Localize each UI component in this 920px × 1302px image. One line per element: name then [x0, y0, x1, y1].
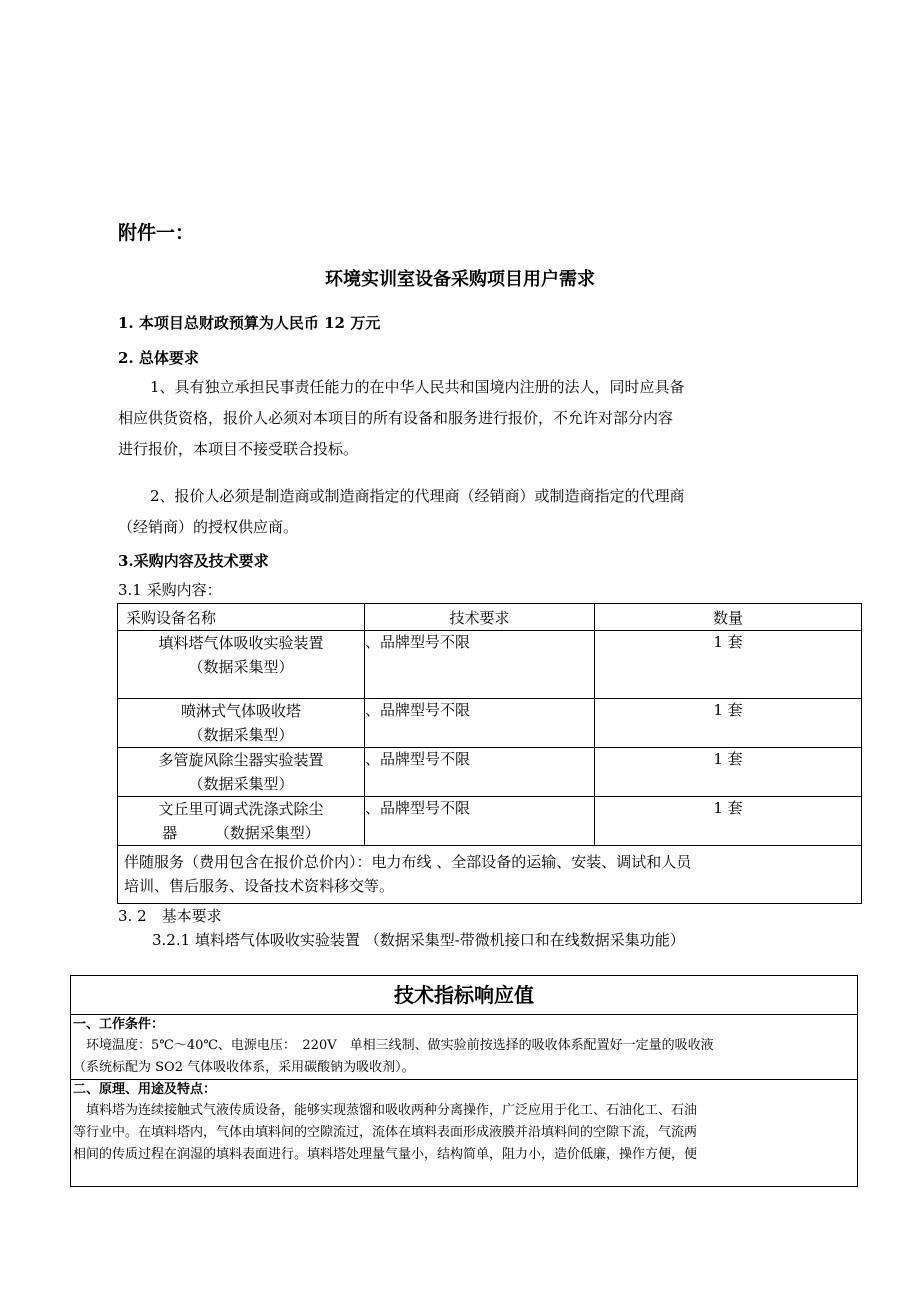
principle-line: 填料塔为连续接触式气液传质设备，能够实现蒸馏和吸收两种分离操作，广泛应用于化工、石油化工、石油 [73, 1103, 698, 1118]
equipment-name [118, 797, 365, 846]
equipment-name-line: （数据采集型） [188, 658, 294, 676]
principle-line: 等行业中。在填料塔内，气体由填料间的空隙流过，流体在填料表面形成液膜并沿填料间的空隙下流，气流两 [73, 1125, 698, 1140]
requirement-1-line: 相应供货资格，报价人必须对本项目的所有设备和服务进行报价，不允许对部分内容 [118, 409, 674, 427]
requirement-1-line: 进行报价，本项目不接受联合投标。 [118, 440, 359, 458]
spec-box [70, 975, 858, 1187]
service-row [118, 846, 862, 904]
table-row [118, 797, 862, 846]
table-row [118, 699, 862, 748]
attachment-label: 附件一： [118, 222, 195, 244]
principle-title: 二、原理、用途及特点： [73, 1082, 217, 1097]
working-conditions-line: （系统标配为 SO2 气体吸收体系，采用碳酸钠为吸收剂）。 [73, 1060, 415, 1075]
quantity: 1 套 [595, 699, 862, 748]
equipment-name [118, 748, 365, 797]
header-quantity: 数量 [595, 604, 862, 631]
equipment-name-line: 喷淋式气体吸收塔 [180, 702, 301, 720]
procurement-table [117, 603, 862, 904]
equipment-name-line: （数据采集型） [188, 726, 294, 744]
requirement-1 [118, 372, 818, 465]
budget-heading: 1. 本项目总财政预算为人民币 12 万元 [118, 314, 381, 332]
equipment-name-line: 文丘里可调式洗涤式除尘 [158, 800, 324, 818]
header-technical: 技术要求 [365, 604, 595, 631]
requirement-2-line: （经销商）的授权供应商。 [118, 518, 299, 536]
technical-requirement: 、品牌型号不限 [365, 797, 595, 846]
requirement-2-line: 2、报价人必须是制造商或制造商指定的代理商（经销商）或制造商指定的代理商 [150, 487, 685, 505]
header-equipment: 采购设备名称 [118, 604, 365, 631]
quantity: 1 套 [595, 797, 862, 846]
basic-requirements-label: 3. 2 基本要求 [118, 907, 222, 925]
quantity: 1 套 [595, 748, 862, 797]
technical-requirement: 、品牌型号不限 [365, 699, 595, 748]
equipment-name-line: 器 （数据采集型） [162, 824, 320, 842]
spec-heading: 技术指标响应值 [71, 976, 857, 1015]
table-row [118, 631, 862, 699]
service-line: 伴随服务（费用包含在报价总价内）：电力布线 、全部设备的运输、安装、调试和人员 [124, 853, 692, 871]
equipment-name [118, 699, 365, 748]
procurement-content-label: 3.1 采购内容： [118, 581, 222, 599]
requirement-1-line: 1、具有独立承担民事责任能力的在中华人民共和国境内注册的法人，同时应具备 [150, 378, 685, 396]
working-conditions-line: 环境温度：5℃～40℃、电源电压： 220V 单相三线制、做实验前按选择的吸收体系配置好一定量的吸收液 [73, 1038, 714, 1053]
equipment-name-line: 填料塔气体吸收实验装置 [158, 634, 324, 652]
technical-requirement: 、品牌型号不限 [365, 631, 595, 699]
service-description [118, 846, 862, 904]
table-header-row [118, 604, 862, 631]
service-line: 培训、售后服务、设备技术资料移交等。 [124, 877, 395, 895]
working-conditions-title: 一、工作条件： [73, 1017, 165, 1032]
requirement-2 [118, 481, 818, 543]
general-requirements-heading: 2. 总体要求 [118, 349, 199, 367]
technical-requirement: 、品牌型号不限 [365, 748, 595, 797]
equipment-name-line: 多管旋风除尘器实验装置 [158, 751, 324, 769]
procurement-heading: 3.采购内容及技术要求 [118, 552, 269, 570]
principle-line: 相间的传质过程在润湿的填料表面进行。填料塔处理量气量小，结构简单，阻力小，造价低廉，操作方便，便 [73, 1147, 698, 1162]
item-321-title: 3.2.1 填料塔气体吸收实验装置 （数据采集型-带微机接口和在线数据采集功能） [152, 931, 685, 949]
quantity: 1 套 [595, 631, 862, 699]
equipment-name [118, 631, 365, 699]
equipment-name-line: （数据采集型） [188, 775, 294, 793]
table-row [118, 748, 862, 797]
document-title: 环境实训室设备采购项目用户需求 [325, 269, 595, 290]
